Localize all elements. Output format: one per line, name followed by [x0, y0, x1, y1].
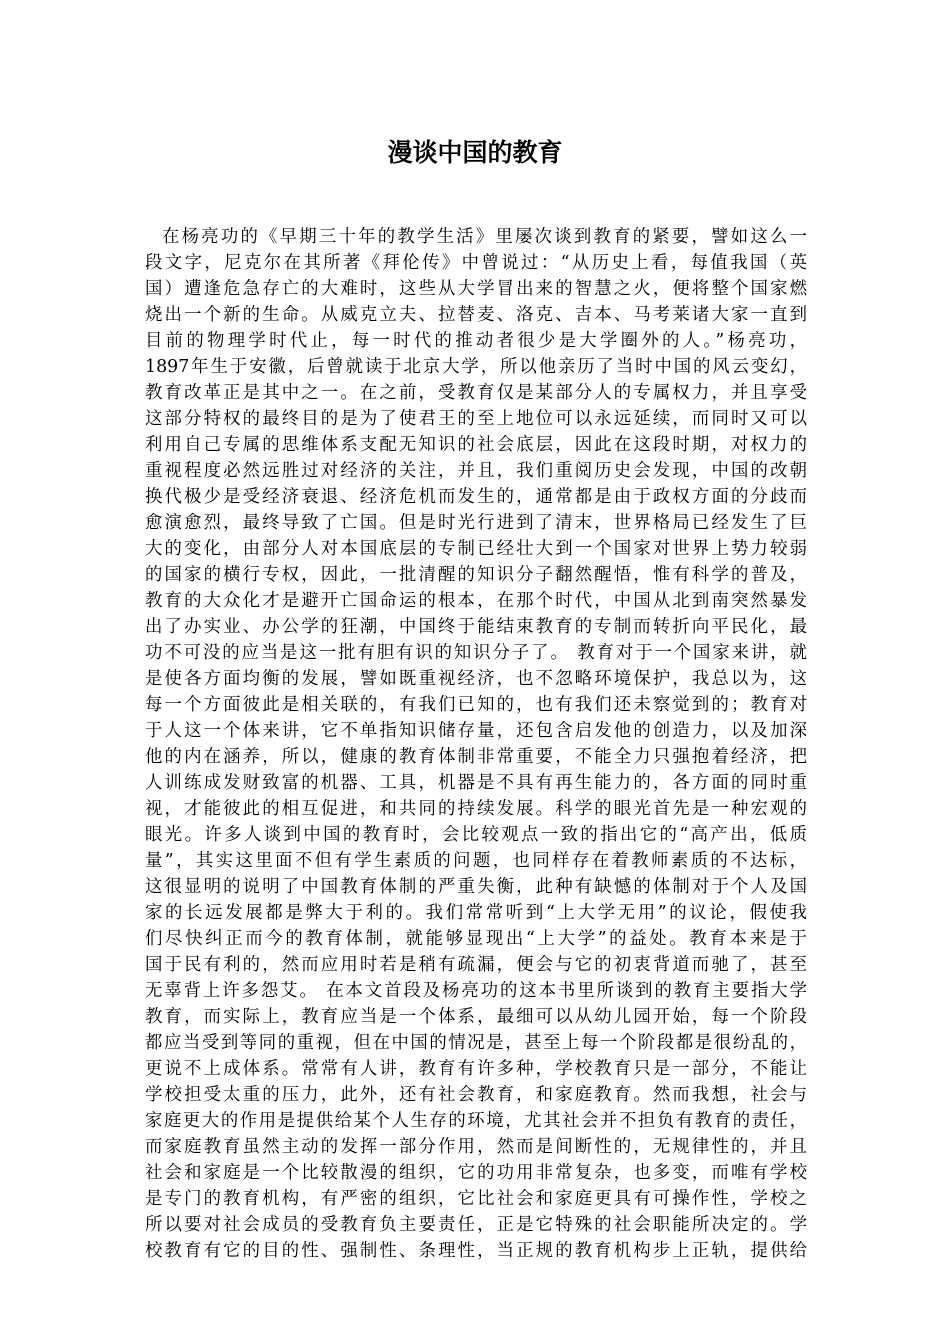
text-line: 1897年生于安徽，后曾就读于北京大学，所以他亲历了当时中国的风云变幻，: [145, 357, 807, 377]
text-line: 教育的大众化才是避开亡国命运的根本，在那个时代，中国从北到南突然暴发: [145, 591, 807, 611]
text-line: 社会和家庭是一个比较散漫的组织，它的功用非常复杂，也多变，而唯有学校: [145, 1163, 807, 1183]
text-line: 更说不上成体系。常常有人讲，教育有许多种，学校教育只是一部分，不能让: [145, 1059, 807, 1079]
text-line: 量”，其实这里面不但有学生素质的问题，也同样存在着教师素质的不达标，: [145, 851, 807, 871]
text-line: 功不可没的应当是这一批有胆有识的知识分子了。 教育对于一个国家来讲，就: [145, 643, 807, 663]
text-line: 在杨亮功的《早期三十年的教学生活》里屡次谈到教育的紧要，譬如这么一: [162, 227, 807, 247]
text-line: 目前的物理学时代止，每一时代的推动者很少是大学圈外的人。”杨亮功，: [145, 331, 807, 351]
document-title: 漫谈中国的教育: [387, 138, 563, 167]
text-line: 是使各方面均衡的发展，譬如既重视经济，也不忽略环境保护，我总以为，这: [145, 669, 807, 689]
text-line: 家的长远发展都是弊大于利的。我们常常听到“上大学无用”的议论，假使我: [145, 903, 807, 923]
article-body: [145, 224, 807, 1264]
text-line: 教育改革正是其中之一。在之前，受教育仅是某部分人的专属权力，并且享受: [145, 383, 807, 403]
text-line: 的国家的横行专权，因此，一批清醒的知识分子翻然醒悟，惟有科学的普及，: [145, 565, 807, 585]
text-line: 无辜背上许多怨艾。 在本文首段及杨亮功的这本书里所谈到的教育主要指大学: [145, 981, 807, 1001]
text-line: 都应当受到等同的重视，但在中国的情况是，甚至上每一个阶段都是很纷乱的，: [145, 1033, 807, 1053]
text-line: 这很显明的说明了中国教育体制的严重失衡，此种有缺憾的体制对于个人及国: [145, 877, 807, 897]
text-line: 学校担受太重的压力，此外，还有社会教育，和家庭教育。然而我想，社会与: [145, 1085, 807, 1105]
text-line: 视，才能彼此的相互促进，和共同的持续发展。科学的眼光首先是一种宏观的: [145, 799, 807, 819]
text-line: 烧出一个新的生命。从威克立夫、拉替麦、洛克、吉本、马考莱诸大家一直到: [145, 305, 807, 325]
text-line: 眼光。许多人谈到中国的教育时，会比较观点一致的指出它的“高产出，低质: [145, 825, 807, 845]
text-line: 家庭更大的作用是提供给某个人生存的环境，尤其社会并不担负有教育的责任，: [145, 1111, 807, 1131]
text-line: 而家庭教育虽然主动的发挥一部分作用，然而是间断性的，无规律性的，并且: [145, 1137, 807, 1157]
text-line: 国）遭逢危急存亡的大难时，这些从大学冒出来的智慧之火，便将整个国家燃: [145, 279, 807, 299]
text-line: 愈演愈烈，最终导致了亡国。但是时光行进到了清末，世界格局已经发生了巨: [145, 513, 807, 533]
text-line: 教育，而实际上，教育应当是一个体系，最细可以从幼儿园开始，每一个阶段: [145, 1007, 807, 1027]
text-line: 于人这一个体来讲，它不单指知识储存量，还包含启发他的创造力，以及加深: [145, 721, 807, 741]
text-line: 他的内在涵养，所以，健康的教育体制非常重要，不能全力只强抱着经济，把: [145, 747, 807, 767]
text-line: 出了办实业、办公学的狂潮，中国终于能结束教育的专制而转折向平民化，最: [145, 617, 807, 637]
text-line: 国于民有利的，然而应用时若是稍有疏漏，便会与它的初衷背道而驰了，甚至: [145, 955, 807, 975]
text-line: 们尽快纠正而今的教育体制，就能够显现出“上大学”的益处。教育本来是于: [145, 929, 807, 949]
text-line: 这部分特权的最终目的是为了使君王的至上地位可以永远延续，而同时又可以: [145, 409, 807, 429]
text-line: 每一个方面彼此是相关联的，有我们已知的，也有我们还未察觉到的；教育对: [145, 695, 807, 715]
text-line: 人训练成发财致富的机器、工具，机器是不具有再生能力的，各方面的同时重: [145, 773, 807, 793]
text-line: 大的变化，由部分人对本国底层的专制已经壮大到一个国家对世界上势力较弱: [145, 539, 807, 559]
text-line: 是专门的教育机构，有严密的组织，它比社会和家庭更具有可操作性，学校之: [145, 1189, 807, 1209]
text-line: 段文字，尼克尔在其所著《拜伦传》中曾说过：“从历史上看，每值我国（英: [145, 253, 807, 273]
text-line: 重视程度必然远胜过对经济的关注，并且，我们重阅历史会发现，中国的改朝: [145, 461, 807, 481]
text-line: 换代极少是受经济衰退、经济危机而发生的，通常都是由于政权方面的分歧而: [145, 487, 807, 507]
text-line: 校教育有它的目的性、强制性、条理性，当正规的教育机构步上正轨，提供给: [145, 1241, 807, 1261]
text-line: 利用自己专属的思维体系支配无知识的社会底层，因此在这段时期，对权力的: [145, 435, 807, 455]
text-line: 所以要对社会成员的受教育负主要责任，正是它特殊的社会职能所决定的。学: [145, 1215, 807, 1235]
